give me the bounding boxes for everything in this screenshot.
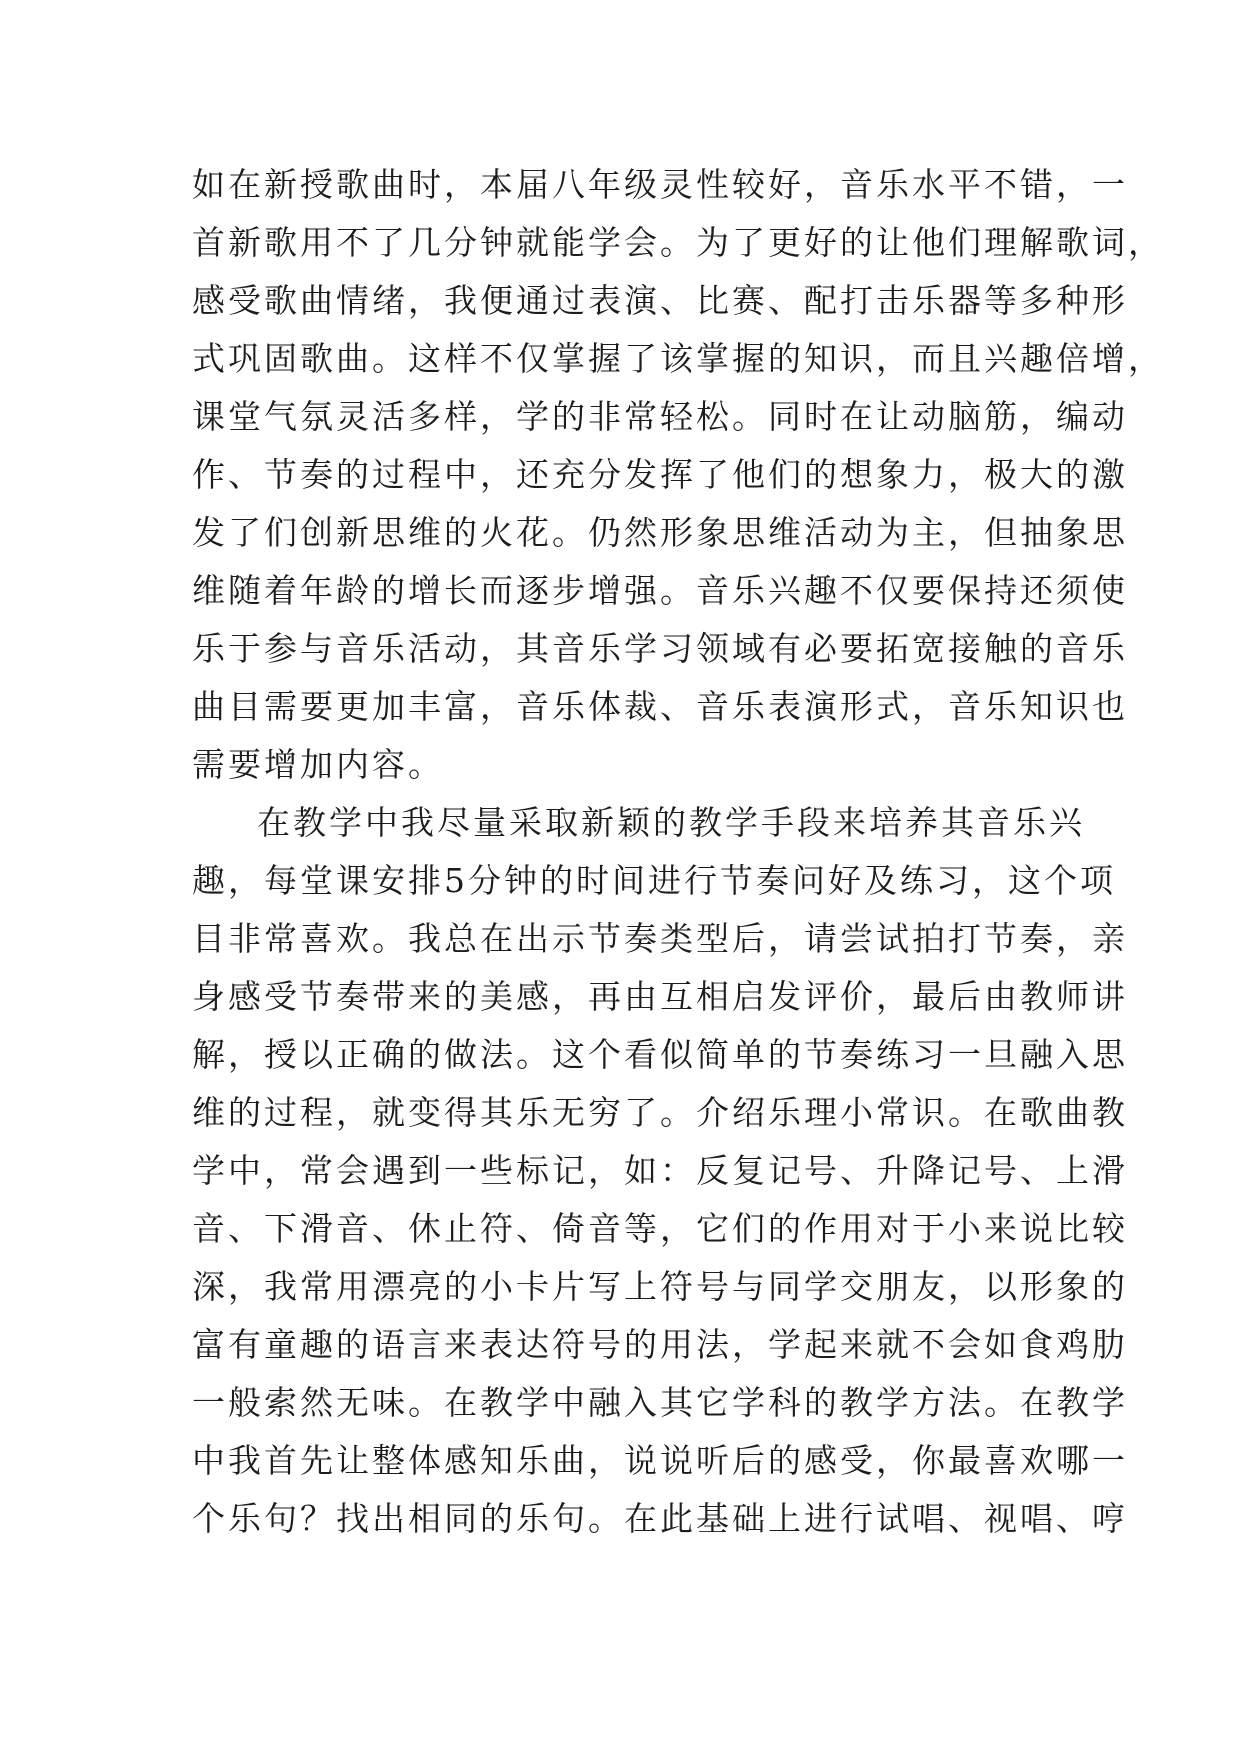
paragraph-1-line-6: 作、节奏的过程中，还充分发挥了他们的想象力，极大的激 (192, 455, 1128, 494)
paragraph-2-line-1: 在教学中我尽量采取新颖的教学手段来培养其音乐兴 (257, 803, 1085, 842)
paragraph-1-line-1: 如在新授歌曲时，本届八年级灵性较好，音乐水平不错，一 (192, 165, 1128, 204)
paragraph-2-line-5: 解，授以正确的做法。这个看似简单的节奏练习一旦融入思 (192, 1035, 1128, 1074)
paragraph-2-line-9: 深，我常用漂亮的小卡片写上符号与同学交朋友，以形象的 (192, 1267, 1128, 1306)
paragraph-2-line-4: 身感受节奏带来的美感，再由互相启发评价，最后由教师讲 (192, 977, 1128, 1016)
paragraph-1-line-3: 感受歌曲情绪，我便通过表演、比赛、配打击乐器等多种形 (192, 281, 1128, 320)
paragraph-2-line-12: 中我首先让整体感知乐曲，说说听后的感受，你最喜欢哪一 (192, 1441, 1128, 1480)
paragraph-1-line-10: 曲目需要更加丰富，音乐体裁、音乐表演形式，音乐知识也 (192, 687, 1128, 726)
paragraph-1-line-8: 维随着年龄的增长而逐步增强。音乐兴趣不仅要保持还须使 (192, 571, 1128, 610)
paragraph-1-line-9: 乐于参与音乐活动，其音乐学习领域有必要拓宽接触的音乐 (192, 629, 1128, 668)
paragraph-2-line-11: 一般索然无味。在教学中融入其它学科的教学方法。在教学 (192, 1383, 1128, 1422)
paragraph-2-line-8: 音、下滑音、休止符、倚音等，它们的作用对于小来说比较 (192, 1209, 1128, 1248)
paragraph-2-line-7: 学中，常会遇到一些标记，如：反复记号、升降记号、上滑 (192, 1151, 1128, 1190)
paragraph-1-line-4: 式巩固歌曲。这样不仅掌握了该掌握的知识，而且兴趣倍增， (192, 339, 1164, 378)
paragraph-2-line-2: 趣，每堂课安排5分钟的时间进行节奏问好及练习，这个项 (192, 861, 1116, 900)
paragraph-2-line-13: 个乐句？找出相同的乐句。在此基础上进行试唱、视唱、哼 (192, 1499, 1128, 1538)
paragraph-2-line-3: 目非常喜欢。我总在出示节奏类型后，请尝试拍打节奏，亲 (192, 919, 1128, 958)
paragraph-2-line-10: 富有童趣的语言来表达符号的用法，学起来就不会如食鸡肋 (192, 1325, 1128, 1364)
paragraph-1-line-2: 首新歌用不了几分钟就能学会。为了更好的让他们理解歌词， (192, 223, 1164, 262)
paragraph-1-line-11: 需要增加内容。 (192, 745, 444, 784)
paragraph-2-line-6: 维的过程，就变得其乐无穷了。介绍乐理小常识。在歌曲教 (192, 1093, 1128, 1132)
paragraph-1-line-5: 课堂气氛灵活多样，学的非常轻松。同时在让动脑筋，编动 (192, 397, 1128, 436)
paragraph-1-line-7: 发了们创新思维的火花。仍然形象思维活动为主，但抽象思 (192, 513, 1128, 552)
